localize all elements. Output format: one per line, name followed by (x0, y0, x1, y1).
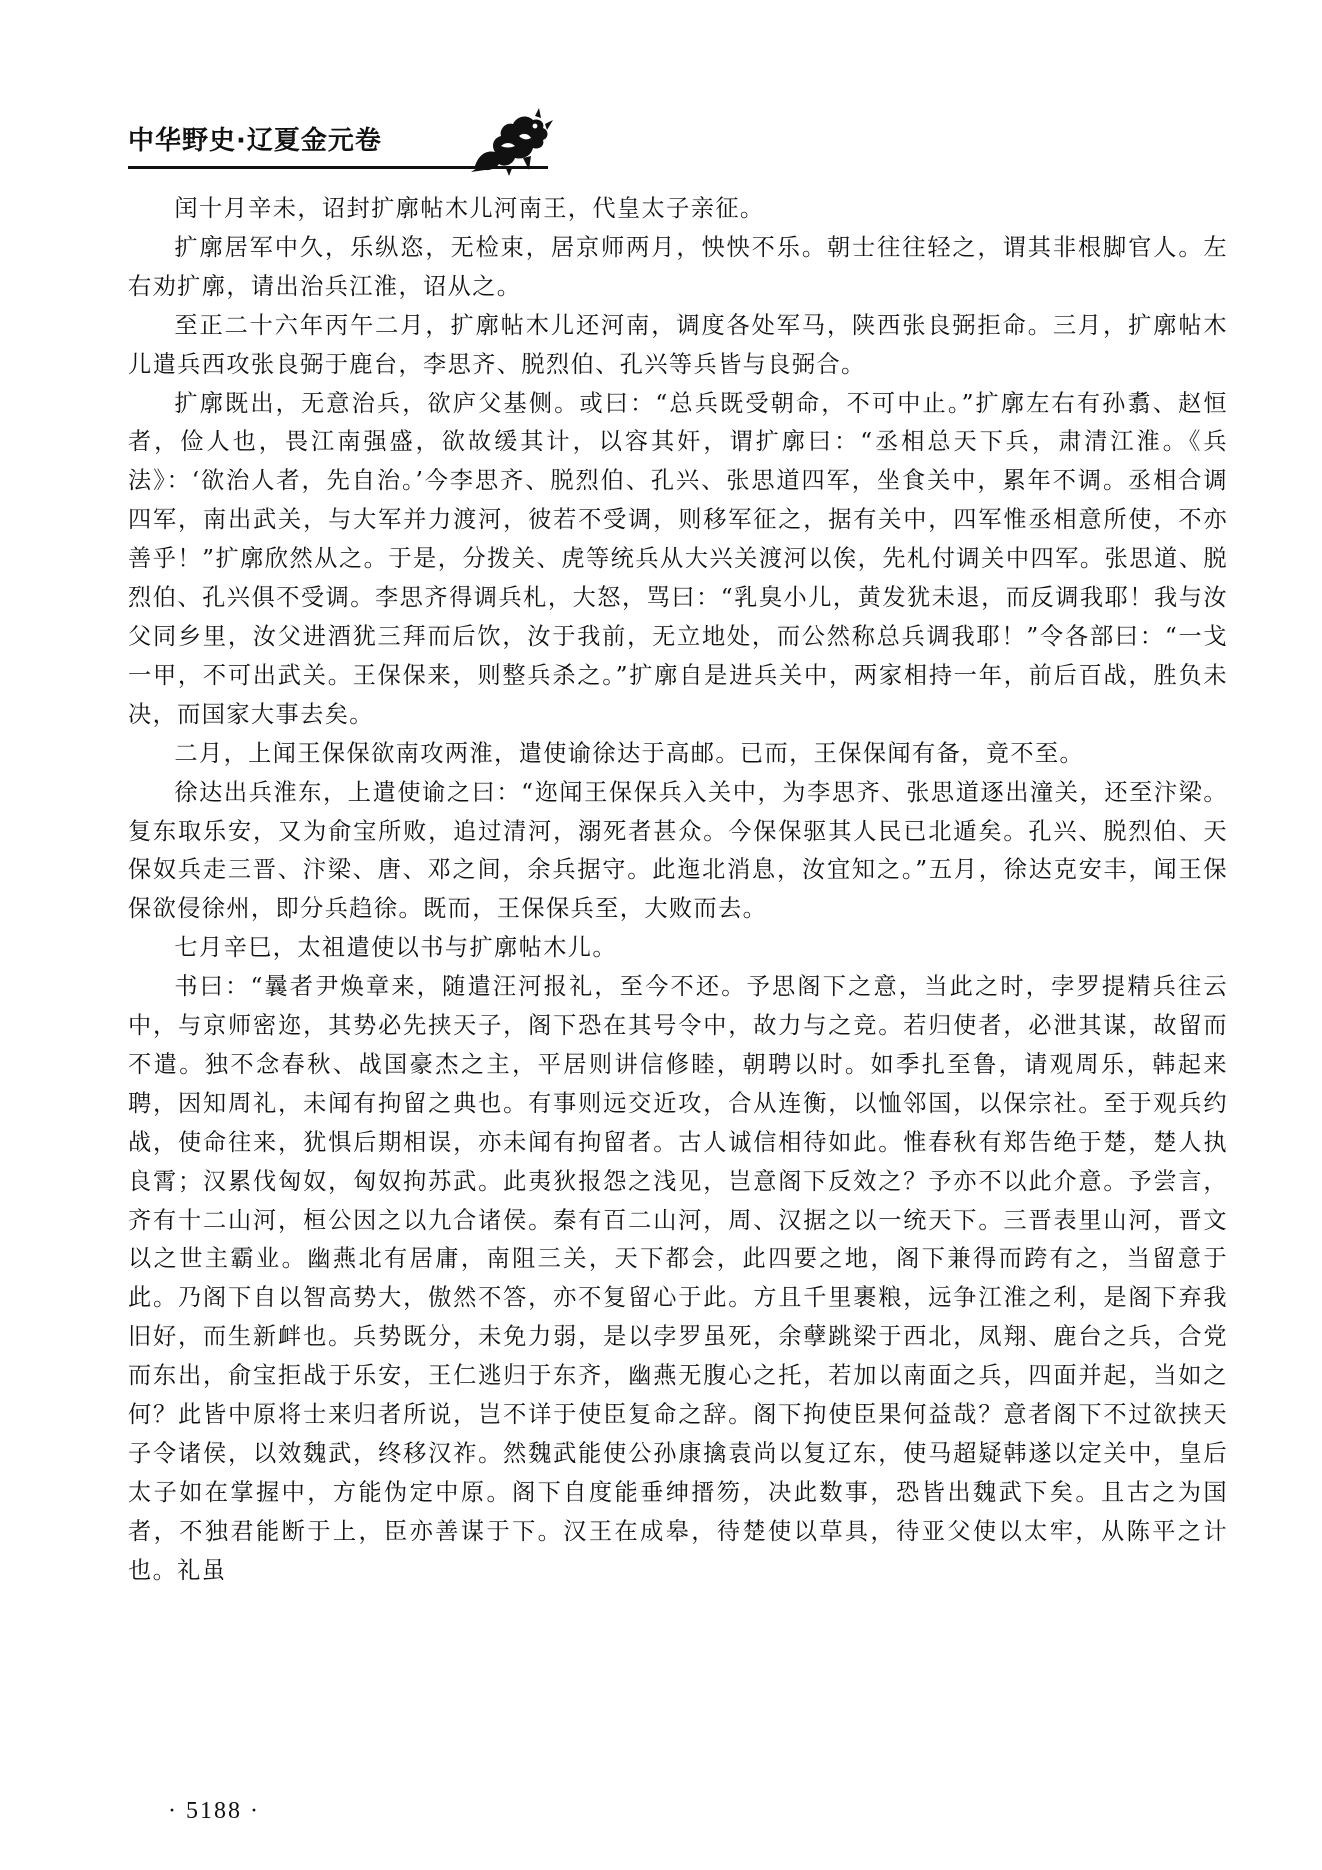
paragraph: 二月，上闻王保保欲南攻两淮，遣使谕徐达于高邮。已而，王保保闻有备，竟不至。 (174, 739, 1085, 767)
paragraph: 徐达出兵淮东，上遣使谕之曰：“迩闻王保保兵入关中，为李思齐、张思道逐出潼关，还至汴梁。复东取乐安，又为俞宝所败，追过清河，溺死者甚众。今保保驱其人民已北遁矣。孔兴、脱烈伯、天保奴兵走三晋、汴梁、唐、邓之间，余兵据守。此迤北消息，汝宜知之。”五月，徐达克安丰，闻王保保欲侵徐州，即分兵趋徐。既而，王保保兵至，大败而去。 (128, 778, 1228, 923)
body-text (128, 190, 1228, 1591)
paragraph: 至正二十六年丙午二月，扩廓帖木儿还河南，调度各处军马，陕西张良弼拒命。三月，扩廓帖木儿遣兵西攻张良弼于鹿台，李思齐、脱烈伯、孔兴等兵皆与良弼合。 (128, 311, 1228, 378)
paragraph: 扩廓居军中久，乐纵恣，无检束，居京师两月，怏怏不乐。朝士往往轻之，谓其非根脚官人。左右劝扩廓，请出治兵江淮，诏从之。 (128, 233, 1228, 300)
book-title: 中华野史·辽夏金元卷 (128, 126, 382, 156)
paragraph: 扩廓既出，无意治兵，欲庐父基侧。或曰：“总兵既受朝命，不可中止。”扩廓左右有孙翥、赵恒者，俭人也，畏江南强盛，欲故缓其计，以容其奸，谓扩廓曰：“丞相总天下兵，肃清江淮。《兵法》：‘欲治人者，先自治。’今李思齐、脱烈伯、孔兴、张思道四军，坐食关中，累年不调。丞相合调四军，南出武关，与大军并力渡河，彼若不受调，则移军征之，据有关中，四军惟丞相意所使，不亦善乎！”扩廓欣然从之。于是，分拨关、虎等统兵从大兴关渡河以俟，先札付调关中四军。张思道、脱烈伯、孔兴俱不受调。李思齐得调兵札，大怒，骂曰：“乳臭小儿，黄发犹未退，而反调我耶！我与汝父同乡里，汝父进酒犹三拜而后饮，汝于我前，无立地处，而公然称总兵调我耶！”令各部曰：“一戈一甲，不可出武关。王保保来，则整兵杀之。”扩廓自是进兵关中，两家相持一年，前后百战，胜负未决，而国家大事去矣。 (128, 389, 1228, 728)
paragraph: 闰十月辛未，诏封扩廓帖木儿河南王，代皇太子亲征。 (174, 195, 765, 222)
page-number: · 5188 · (168, 1798, 260, 1824)
paragraph: 书曰：“曩者尹焕章来，随遣汪河报礼，至今不还。予思阁下之意，当此之时，孛罗提精兵往云中，与京师密迩，其势必先挟天子，阁下恐在其号令中，故力与之竞。若归使者，必泄其谋，故留而不遣。独不念春秋、战国豪杰之主，平居则讲信修睦，朝聘以时。如季扎至鲁，请观周乐，韩起来聘，因知周礼，未闻有拘留之典也。有事则远交近攻，合从连衡，以恤邻国，以保宗社。至于观兵约战，使命往来，犹惧后期相误，亦未闻有拘留者。古人诚信相待如此。惟春秋有郑告绝于楚，楚人执良霄；汉累伐匈奴，匈奴拘苏武。此夷狄报怨之浅见，岂意阁下反效之？予亦不以此介意。予尝言，齐有十二山河，桓公因之以九合诸侯。秦有百二山河，周、汉据之以一统天下。三晋表里山河，晋文以之世主霸业。幽燕北有居庸，南阻三关，天下都会，此四要之地，阁下兼得而跨有之，当留意于此。乃阁下自以智高势大，傲然不答，亦不复留心于此。方且千里裹粮，远争江淮之利，是阁下弃我旧好，而生新衅也。兵势既分，未免力弱，是以孛罗虽死，余孽跳梁于西北，凤翔、鹿台之兵，合党而东出，俞宝拒战于乐安，王仁逃归于东齐，幽燕无腹心之托，若加以南面之兵，四面并起，当如之何？此皆中原将士来归者所说，岂不详于使臣复命之辞。阁下拘使臣果何益哉？意者阁下不过欲挟天子令诸侯，以效魏武，终移汉祚。然魏武能使公孙康擒袁尚以复辽东，使马超疑韩遂以定关中，皇后太子如在掌握中，方能伪定中原。阁下自度能垂绅搢笏，决此数事，恐皆出魏武下矣。且古之为国者，不独君能断于上，臣亦善谋于下。汉王在成皋，待楚使以草具，待亚父使以太牢，从陈平之计也。礼虽 (128, 973, 1228, 1584)
paragraph: 七月辛巳，太祖遣使以书与扩廓帖木儿。 (174, 934, 617, 962)
dragon-icon (465, 106, 555, 178)
